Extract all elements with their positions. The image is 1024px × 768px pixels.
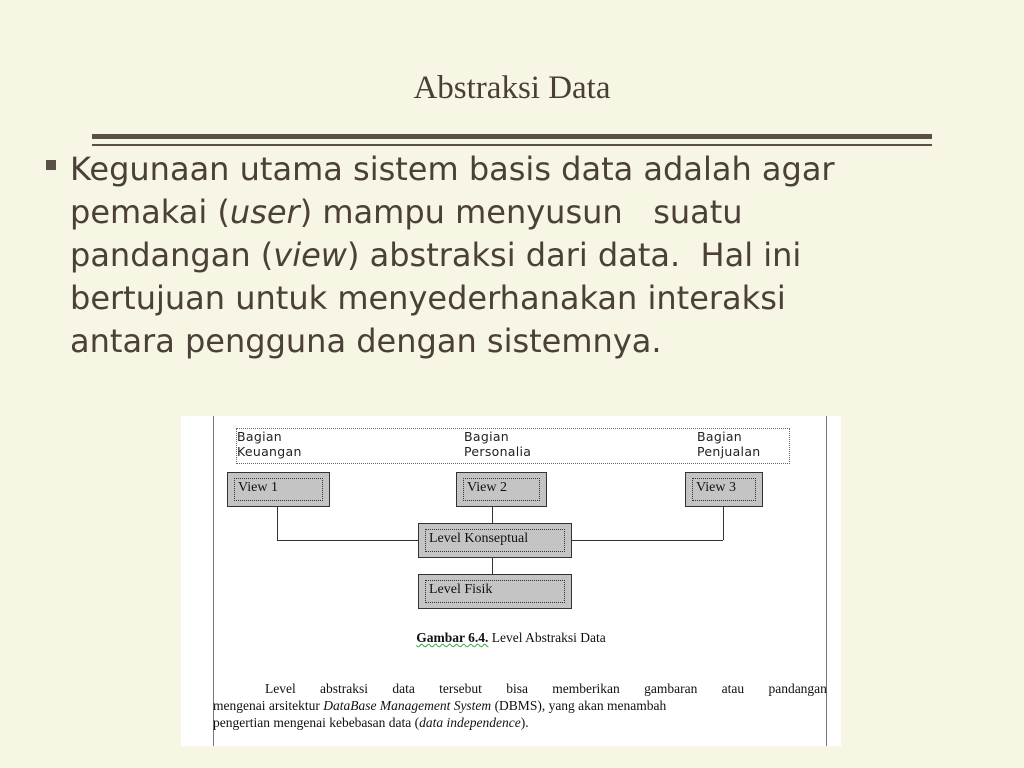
conceptual-level-box: Level Konseptual (418, 523, 572, 558)
body-line-1: Kegunaan utama sistem basis data adalah agar (70, 150, 835, 188)
abstraction-level-figure (181, 416, 841, 746)
title-divider-thin (92, 144, 932, 146)
figure-caption: Gambar 6.4. Level Abstraksi Data (416, 630, 606, 645)
connector-view3-down (723, 506, 724, 540)
figure-paragraph (213, 680, 827, 731)
physical-level-box: Level Fisik (418, 574, 572, 609)
body-line-3: pandangan (view) abstraksi dari data. Hal ini (70, 236, 802, 274)
department-label-personnel: Bagian Personalia (464, 429, 532, 459)
figure-paragraph-line-2: mengenai arsitektur DataBase Management System (DBMS), yang akan menambah (213, 698, 667, 713)
department-label-sales: Bagian Penjualan (697, 429, 761, 459)
body-line-2: pemakai (user) mampu menyusun suatu (70, 193, 743, 231)
slide-title: Abstraksi Data (413, 70, 611, 106)
body-paragraph (70, 148, 970, 363)
connector-view1-horizontal (277, 540, 419, 541)
department-label-finance: Bagian Keuangan (237, 429, 302, 459)
title-divider-thick (92, 134, 932, 139)
connector-view3-horizontal (571, 540, 723, 541)
bullet-square-icon (46, 160, 56, 170)
body-line-5: antara pengguna dengan sistemnya. (70, 322, 662, 360)
view-2-box: View 2 (456, 472, 547, 507)
view-1-box: View 1 (227, 472, 330, 507)
body-line-4: bertujuan untuk menyederhanakan interaksi (70, 279, 786, 317)
connector-conceptual-physical (492, 557, 493, 574)
figure-paragraph-line-1: Level abstraksi data tersebut bisa memberikan gambaran atau pandangan (265, 681, 827, 696)
view-3-box: View 3 (685, 472, 763, 507)
connector-view2-down (492, 506, 493, 523)
figure-paragraph-line-3: pengertian mengenai kebebasan data (data independence). (213, 715, 529, 730)
connector-view1-down (277, 506, 278, 540)
